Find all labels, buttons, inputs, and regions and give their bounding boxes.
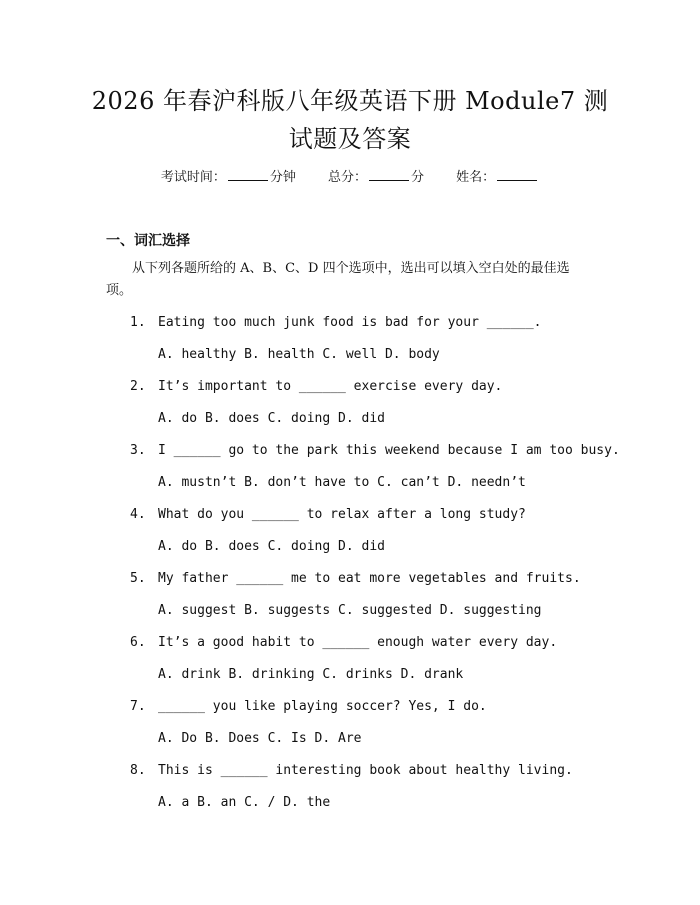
time-blank: [228, 168, 268, 181]
question-5: 5. My father ______ me to eat more vegetables and fruits.: [130, 571, 581, 586]
student-name: 姓名：: [456, 170, 539, 185]
question-2: 2. It’s important to ______ exercise every day.: [130, 379, 503, 394]
title-line-1: 2026 年春沪科版八年级英语下册 Module7 测: [91, 87, 609, 115]
options-4: A. do B. does C. doing D. did: [158, 539, 385, 554]
question-7: 7. ______ you like playing soccer? Yes, I do.: [130, 699, 487, 714]
name-blank: [497, 168, 537, 181]
section-instruction: 从下列各题所给的 A、B、C、D 四个选项中，选出可以填入空白处的最佳选项。: [106, 261, 570, 298]
options-7: A. Do B. Does C. Is D. Are: [158, 731, 362, 746]
options-3: A. mustn’t B. don’t have to C. can’t D. needn’t: [158, 475, 526, 490]
question-8: 8. This is ______ interesting book about healthy living.: [130, 763, 573, 778]
options-2: A. do B. does C. doing D. did: [158, 411, 385, 426]
title-line-2: 试题及答案: [288, 125, 412, 153]
score-blank: [369, 168, 409, 181]
document-title: [80, 82, 620, 158]
exam-score: 总分： 分: [327, 170, 425, 185]
options-6: A. drink B. drinking C. drinks D. drank: [158, 667, 464, 682]
question-3: 3. I ______ go to the park this weekend because I am too busy.: [130, 443, 620, 458]
options-5: A. suggest B. suggests C. suggested D. suggesting: [158, 603, 542, 618]
question-6: 6. It’s a good habit to ______ enough water every day.: [130, 635, 558, 650]
question-4: 4. What do you ______ to relax after a long study?: [130, 507, 526, 522]
section-heading: 一、词汇选择: [106, 233, 190, 249]
exam-time: 考试时间： 分钟: [160, 170, 296, 185]
exam-meta: [0, 168, 700, 188]
question-1: 1. Eating too much junk food is bad for your ______.: [130, 315, 542, 330]
options-1: A. healthy B. health C. well D. body: [158, 347, 440, 362]
options-8: A. a B. an C. / D. the: [158, 795, 331, 810]
